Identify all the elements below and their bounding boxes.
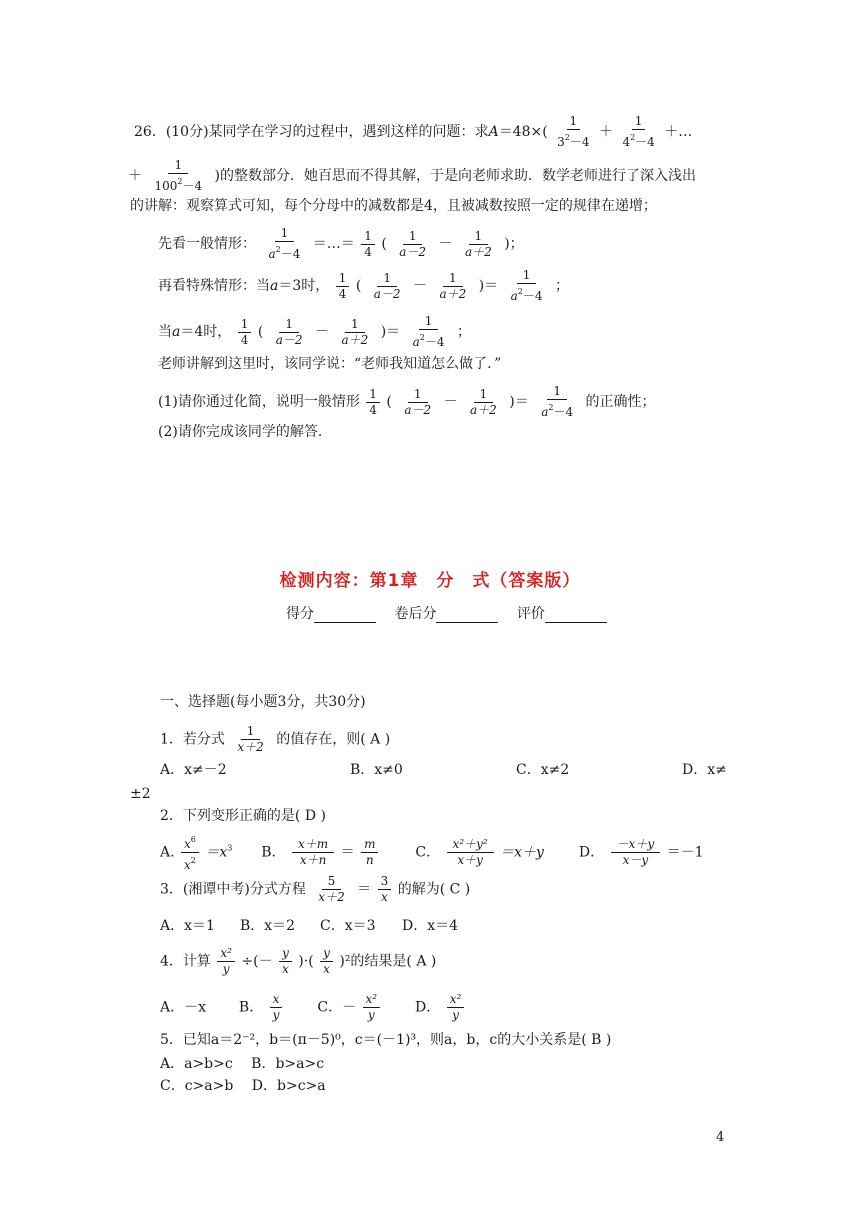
q26-special-case-a4: [158, 314, 471, 350]
tail: －4: [569, 135, 590, 149]
operator: ＋…: [664, 124, 693, 140]
operator: ÷(－: [241, 953, 273, 970]
numerator: 1: [517, 268, 537, 284]
q26-sub-question-2: (2)请你完成该同学的解答．: [158, 424, 332, 440]
denominator: x＋2: [318, 890, 345, 904]
fraction: [336, 271, 350, 302]
base: x: [184, 837, 191, 851]
after-score-label: 卷后分: [394, 606, 437, 622]
numerator: 1: [361, 229, 375, 245]
fraction: [262, 226, 306, 262]
paren: ): [509, 394, 515, 410]
page-number: 4: [716, 1130, 725, 1145]
lead-text: 的正确性；: [585, 394, 656, 410]
fraction: [292, 837, 334, 868]
paren: (: [257, 324, 264, 340]
evaluation-label: 评价: [516, 606, 545, 622]
numerator: 1: [366, 387, 380, 403]
fraction: [554, 114, 592, 150]
operator: )·(: [298, 953, 314, 970]
denominator: y: [367, 1008, 375, 1022]
tail: －4: [182, 179, 203, 193]
denominator: x＋y: [457, 853, 483, 867]
denominator: a－2: [399, 244, 427, 259]
numerator: 1: [443, 271, 463, 287]
tail: －4: [424, 335, 445, 349]
numerator: 1: [547, 384, 567, 400]
exponent: 2: [419, 333, 425, 342]
section-title: 检测内容：第1章 分 式（答案版）: [279, 571, 581, 591]
option-label: B．: [238, 999, 264, 1016]
numerator: x²: [447, 992, 465, 1008]
evaluation-blank: [545, 608, 607, 623]
lead-text: ＝3时，: [278, 278, 330, 294]
tail: －4: [553, 405, 574, 419]
operator: ＋: [598, 124, 613, 140]
fraction: [447, 992, 465, 1023]
numerator: y: [279, 946, 292, 962]
lead-text: (1)请你通过化简，说明一般情形: [158, 394, 360, 410]
paren: ): [380, 324, 387, 340]
q3-option-b: B．x＝2: [240, 918, 296, 934]
fraction: [366, 387, 380, 418]
denominator: 4: [240, 332, 249, 347]
lead-text: ＝4时，: [180, 324, 232, 340]
var-a: a: [270, 278, 279, 294]
q26-line-3: 的讲解：观察算式可知，每个分母中的减数都是4，且被减数按照一定的规律在递增；: [130, 198, 657, 214]
score-bar: [286, 603, 621, 623]
numerator: y: [320, 946, 333, 962]
numerator: 5: [322, 874, 342, 890]
q1-option-a: A．x≠－2: [160, 762, 227, 778]
denominator: a＋2: [341, 332, 369, 347]
fraction: [378, 874, 392, 905]
denominator: a＋2: [470, 402, 497, 417]
denominator: x＋n: [299, 853, 327, 867]
numerator: 1: [469, 229, 489, 245]
operator: －: [413, 278, 427, 294]
option-label: A.: [160, 844, 175, 861]
base: x: [184, 858, 191, 872]
numerator: 1: [238, 317, 252, 333]
numerator: 1: [336, 271, 350, 287]
q1-option-d-cont: ±2: [130, 786, 151, 802]
var-a: a: [172, 324, 181, 340]
paren: (: [386, 394, 392, 410]
base: 100: [154, 179, 178, 193]
operator: －: [315, 324, 329, 340]
denominator: [505, 284, 549, 304]
fraction: [611, 837, 661, 868]
q5-options-row-1: A．a>b>c B．b>a>c: [160, 1056, 325, 1072]
stem-text: 1．若分式: [160, 731, 225, 748]
numerator: 1: [474, 387, 494, 403]
denominator: [535, 400, 579, 420]
section-heading: 一、选择题(每小题3分，共30分): [160, 694, 366, 710]
base: 4: [622, 135, 631, 149]
stem-text: 3．(湘谭中考)分式方程: [160, 881, 306, 898]
operator: －: [438, 236, 453, 252]
denominator: y: [272, 1008, 280, 1022]
q26-line-2: [128, 158, 696, 194]
numerator: 1: [279, 317, 299, 333]
operator: ＝: [514, 394, 529, 410]
denominator: a＋2: [439, 286, 467, 301]
q3-option-d: D．x＝4: [402, 918, 459, 934]
option-label: D．: [415, 999, 441, 1016]
numerator: x²: [363, 992, 381, 1008]
stem-text: 的值存在，则( A ): [276, 731, 391, 748]
numerator: 1: [168, 158, 188, 174]
paren: ): [478, 278, 485, 294]
fraction: [238, 317, 252, 348]
fraction: [447, 837, 494, 868]
option-label: C．: [415, 844, 441, 861]
base: a: [510, 289, 518, 303]
q26-text: )的整数部分．她百思而不得其解，于是向老师求助．数学老师进行了深入浅出: [214, 168, 697, 184]
fraction: [398, 387, 437, 418]
numerator: m: [361, 837, 378, 853]
operator: －: [443, 394, 458, 410]
q26-text: ＝48×(: [498, 124, 548, 140]
question-5-stem: 5．已知a＝2⁻²，b＝(π－5)⁰，c＝(－1)³，则a，b，c的大小关系是( B ): [160, 1032, 612, 1048]
tail: －4: [635, 135, 655, 149]
denominator: x＋2: [237, 740, 264, 754]
fraction: [148, 158, 208, 194]
fraction: [270, 992, 283, 1023]
numerator: －x＋y: [611, 837, 661, 853]
fraction: [279, 946, 292, 977]
denominator: y: [222, 962, 230, 976]
denominator: a－2: [404, 402, 432, 417]
numerator: 1: [632, 114, 646, 130]
option-label: D．: [578, 844, 605, 861]
question-2-options: [160, 832, 704, 873]
fraction: [217, 946, 235, 977]
exponent: 2: [275, 245, 281, 254]
operator: ＋: [128, 168, 142, 184]
question-3-stem: [160, 874, 470, 905]
question-1-stem: [160, 724, 390, 755]
q3-option-c: C．x＝3: [320, 918, 376, 934]
exponent: 2: [548, 403, 554, 412]
fraction: [433, 271, 472, 302]
paren: )；: [504, 236, 524, 252]
paren: (: [355, 278, 362, 294]
question-4-stem: [160, 946, 436, 977]
operator: ＝…＝: [312, 236, 355, 252]
q3-option-a: A．x＝1: [160, 918, 215, 934]
q1-option-c: C．x≠2: [516, 762, 570, 778]
operator: ＝: [357, 881, 372, 898]
numerator: 1: [567, 114, 581, 130]
punct: ；: [456, 324, 471, 340]
operator: ＝: [484, 278, 499, 294]
numerator: x: [270, 992, 283, 1008]
base: 3: [557, 135, 565, 149]
fraction: [335, 317, 374, 348]
fraction: [312, 874, 350, 905]
exponent: 6: [190, 835, 196, 844]
score-label: 得分: [286, 606, 314, 622]
denominator: y: [452, 1008, 459, 1022]
denominator: x: [282, 962, 289, 976]
denominator: 4: [338, 286, 347, 301]
lead-text: 当: [158, 324, 172, 340]
denominator: [148, 174, 208, 194]
numerator: 1: [419, 314, 439, 330]
q26-line-1: [134, 114, 692, 150]
denominator: a－2: [373, 286, 401, 301]
denominator: [262, 242, 306, 262]
option-a: A．－x: [160, 999, 207, 1016]
fraction: [320, 946, 333, 977]
exponent: 3: [227, 843, 233, 853]
stem-text: )²的结果是( A ): [339, 953, 437, 970]
after-score-blank: [436, 608, 498, 623]
numerator: 1: [345, 317, 365, 333]
lead-text: 先看一般情形：: [158, 236, 256, 252]
numerator: 1: [241, 724, 261, 740]
option-rhs: ＝x: [205, 844, 228, 861]
lead-text: 再看特殊情形：当: [158, 278, 270, 294]
option-label: C．－: [317, 999, 357, 1016]
paren: (: [381, 236, 387, 252]
denominator: [407, 330, 451, 350]
q26-special-case-a3: [158, 268, 569, 304]
numerator: 1: [408, 387, 428, 403]
option-label: B．: [261, 844, 286, 861]
operator: ＝: [386, 324, 401, 340]
exponent: 2: [177, 177, 183, 186]
fraction: [270, 317, 309, 348]
denominator: a－2: [275, 332, 303, 347]
q26-sub-question-1: [158, 384, 656, 420]
var-a: A: [488, 124, 499, 140]
numerator: [181, 832, 199, 853]
option-rhs: ＝－1: [666, 844, 704, 861]
exponent: 2: [190, 856, 196, 865]
tail: －4: [280, 247, 301, 261]
fraction: [464, 387, 503, 418]
denominator: n: [365, 853, 374, 867]
q1-option-b: B．x≠0: [350, 762, 403, 778]
q26-text: 26．(10分)某同学在学习的过程中，遇到这样的问题：求: [134, 124, 489, 140]
punct: ；: [554, 278, 569, 294]
q26-teacher-line: 老师讲解到这里时，该同学说：“老师我知道怎么做了．”: [158, 356, 502, 372]
denominator: [181, 853, 199, 873]
fraction: [393, 229, 432, 260]
base: a: [412, 335, 420, 349]
numerator: 1: [377, 271, 397, 287]
exponent: 2: [517, 287, 523, 296]
denominator: x: [381, 890, 388, 904]
stem-text: 4．计算: [160, 953, 211, 970]
denominator: x－y: [622, 853, 649, 867]
numerator: 3: [378, 874, 392, 890]
q1-option-d: D．x≠: [682, 762, 727, 778]
base: a: [268, 247, 276, 261]
question-4-options: [160, 992, 466, 1023]
exponent: 2: [630, 133, 636, 142]
q26-general-case: [158, 226, 524, 262]
fraction: [361, 229, 375, 260]
numerator: 1: [403, 229, 423, 245]
denominator: a＋2: [464, 244, 492, 259]
fraction: [231, 724, 269, 755]
question-2-stem: 2．下列变形正确的是( D ): [160, 808, 326, 824]
fraction: [619, 114, 657, 150]
denominator: [619, 130, 657, 150]
fraction: [505, 268, 549, 304]
fraction: [459, 229, 498, 260]
exponent: 2: [564, 133, 570, 142]
numerator: 1: [275, 226, 295, 242]
fraction: [361, 837, 378, 868]
base: a: [541, 405, 549, 419]
tail: －4: [522, 289, 543, 303]
operator: ＝: [340, 844, 355, 861]
fraction: [368, 271, 407, 302]
fraction: [407, 314, 451, 350]
numerator: x²: [217, 946, 235, 962]
fraction: [181, 832, 199, 873]
stem-text: 的解为( C ): [397, 881, 471, 898]
denominator: [554, 130, 592, 150]
fraction: [535, 384, 579, 420]
numerator: x＋m: [292, 837, 334, 853]
option-rhs: ＝x＋y: [500, 844, 544, 861]
score-blank: [314, 608, 376, 623]
q5-options-row-2: C．c>a>b D．b>c>a: [160, 1078, 326, 1094]
fraction: [363, 992, 381, 1023]
denominator: 4: [364, 244, 372, 259]
numerator: x²＋y²: [447, 837, 494, 853]
denominator: x: [323, 962, 330, 976]
denominator: 4: [369, 402, 377, 417]
